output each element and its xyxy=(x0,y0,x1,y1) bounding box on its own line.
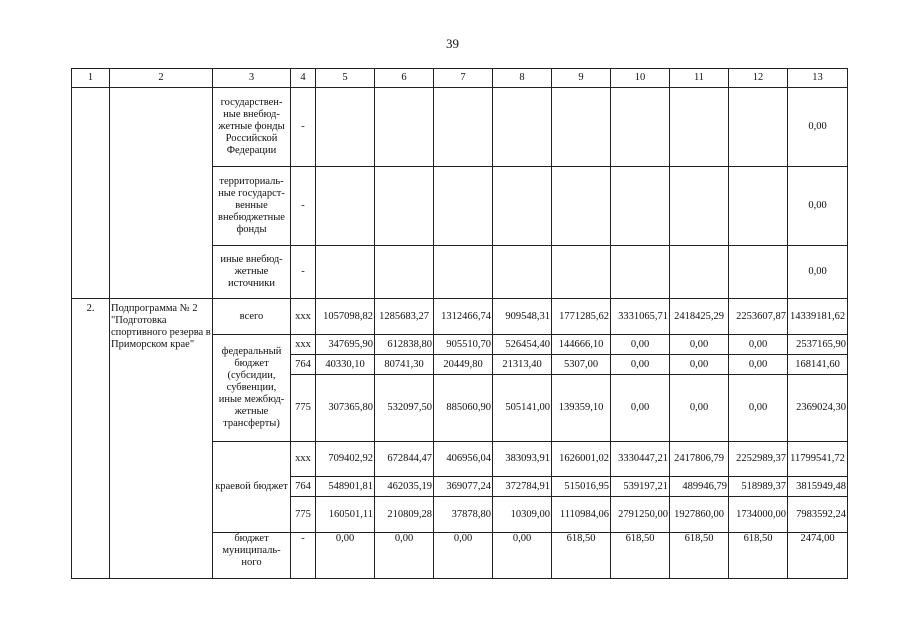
code-cell: - xyxy=(291,246,316,299)
value-cell: 2537165,90 xyxy=(788,335,848,355)
value-cell: 20449,80 xyxy=(434,355,493,375)
row-number: 2. xyxy=(72,299,110,579)
value-cell: 3815949,48 xyxy=(788,477,848,497)
value-cell: 0,00 xyxy=(729,375,788,442)
value-cell: 0,00 xyxy=(670,335,729,355)
value-cell: 0,00 xyxy=(670,375,729,442)
col-header: 12 xyxy=(729,69,788,88)
page-number: 39 xyxy=(446,36,459,51)
code-cell: ххх xyxy=(291,442,316,477)
value-cell: 526454,40 xyxy=(493,335,552,355)
value-cell: 0,00 xyxy=(493,533,552,579)
value-cell: 1771285,62 xyxy=(552,299,611,335)
value-cell: 515016,95 xyxy=(552,477,611,497)
value-cell: 21313,40 xyxy=(493,355,552,375)
col-header: 11 xyxy=(670,69,729,88)
source-label: краевой бюджет xyxy=(213,442,291,533)
value-cell: 3331065,71 xyxy=(611,299,670,335)
col-header: 4 xyxy=(291,69,316,88)
value-cell: 489946,79 xyxy=(670,477,729,497)
col-header: 8 xyxy=(493,69,552,88)
table-row xyxy=(72,88,848,167)
value-cell: 37878,80 xyxy=(434,497,493,533)
value-cell: 14339181,62 xyxy=(788,299,848,335)
source-label: всего xyxy=(213,299,291,335)
value-cell: 505141,00 xyxy=(493,375,552,442)
value-cell: 372784,91 xyxy=(493,477,552,497)
value-cell: 369077,24 xyxy=(434,477,493,497)
value-cell: 0,00 xyxy=(434,533,493,579)
budget-table xyxy=(71,68,848,579)
subprogram-title: Подпрограмма № 2 "Подготовка спортивного резерва в Приморском крае" xyxy=(110,299,213,579)
value-cell: 139359,10 xyxy=(552,375,611,442)
value-cell: 0,00 xyxy=(316,533,375,579)
total-cell: 0,00 xyxy=(788,88,848,167)
value-cell: 160501,11 xyxy=(316,497,375,533)
code-cell: - xyxy=(291,533,316,579)
source-label: территориаль-ные государст-венные внебюджетные фонды xyxy=(213,167,291,246)
source-label: государствен-ные внебюд-жетные фонды Российской Федерации xyxy=(213,88,291,167)
value-cell: 10309,00 xyxy=(493,497,552,533)
value-cell: 0,00 xyxy=(670,355,729,375)
col-header: 9 xyxy=(552,69,611,88)
value-cell: 40330,10 xyxy=(316,355,375,375)
value-cell: 144666,10 xyxy=(552,335,611,355)
value-cell: 0,00 xyxy=(611,355,670,375)
value-cell: 548901,81 xyxy=(316,477,375,497)
code-cell: 775 xyxy=(291,497,316,533)
value-cell: 1927860,00 xyxy=(670,497,729,533)
value-cell: 2369024,30 xyxy=(788,375,848,442)
value-cell: 618,50 xyxy=(729,533,788,579)
value-cell: 709402,92 xyxy=(316,442,375,477)
code-cell: 764 xyxy=(291,477,316,497)
source-label: федеральный бюджет (субсидии, субвенции, иные межбюд-жетные трансферты) xyxy=(213,335,291,442)
value-cell: 909548,31 xyxy=(493,299,552,335)
source-label: бюджет муниципаль-ного xyxy=(213,533,291,579)
value-cell: 80741,30 xyxy=(375,355,434,375)
value-cell: 307365,80 xyxy=(316,375,375,442)
code-cell: - xyxy=(291,167,316,246)
table-row xyxy=(72,299,848,335)
value-cell: 11799541,72 xyxy=(788,442,848,477)
value-cell: 2253607,87 xyxy=(729,299,788,335)
value-cell: 0,00 xyxy=(611,375,670,442)
col-header: 3 xyxy=(213,69,291,88)
value-cell: 0,00 xyxy=(611,335,670,355)
code-cell: ххх xyxy=(291,299,316,335)
value-cell: 2791250,00 xyxy=(611,497,670,533)
value-cell: 7983592,24 xyxy=(788,497,848,533)
value-cell: 518989,37 xyxy=(729,477,788,497)
value-cell: 672844,47 xyxy=(375,442,434,477)
code-cell: 775 xyxy=(291,375,316,442)
value-cell: 210809,28 xyxy=(375,497,434,533)
col-header: 10 xyxy=(611,69,670,88)
value-cell: 462035,19 xyxy=(375,477,434,497)
total-cell: 0,00 xyxy=(788,246,848,299)
empty-cell xyxy=(110,88,213,299)
value-cell: 1312466,74 xyxy=(434,299,493,335)
value-cell: 905510,70 xyxy=(434,335,493,355)
value-cell: 2418425,29 xyxy=(670,299,729,335)
value-cell: 406956,04 xyxy=(434,442,493,477)
empty-cell xyxy=(72,88,110,299)
value-cell: 1057098,82 xyxy=(316,299,375,335)
value-cell: 618,50 xyxy=(611,533,670,579)
value-cell: 2474,00 xyxy=(788,533,848,579)
value-cell: 168141,60 xyxy=(788,355,848,375)
col-header: 2 xyxy=(110,69,213,88)
value-cell: 0,00 xyxy=(729,355,788,375)
value-cell: 3330447,21 xyxy=(611,442,670,477)
value-cell: 0,00 xyxy=(729,335,788,355)
value-cell: 612838,80 xyxy=(375,335,434,355)
code-cell: - xyxy=(291,88,316,167)
col-header: 13 xyxy=(788,69,848,88)
value-cell: 1285683,27 xyxy=(375,299,434,335)
value-cell: 1626001,02 xyxy=(552,442,611,477)
code-cell: ххх xyxy=(291,335,316,355)
col-header: 6 xyxy=(375,69,434,88)
value-cell: 0,00 xyxy=(375,533,434,579)
value-cell: 1734000,00 xyxy=(729,497,788,533)
value-cell: 618,50 xyxy=(670,533,729,579)
source-label: иные внебюд-жетные источники xyxy=(213,246,291,299)
value-cell: 2252989,37 xyxy=(729,442,788,477)
col-header: 1 xyxy=(72,69,110,88)
value-cell: 532097,50 xyxy=(375,375,434,442)
code-cell: 764 xyxy=(291,355,316,375)
total-cell: 0,00 xyxy=(788,167,848,246)
value-cell: 383093,91 xyxy=(493,442,552,477)
col-header: 7 xyxy=(434,69,493,88)
value-cell: 5307,00 xyxy=(552,355,611,375)
header-row xyxy=(72,69,848,88)
value-cell: 618,50 xyxy=(552,533,611,579)
value-cell: 539197,21 xyxy=(611,477,670,497)
col-header: 5 xyxy=(316,69,375,88)
value-cell: 1110984,06 xyxy=(552,497,611,533)
value-cell: 347695,90 xyxy=(316,335,375,355)
value-cell: 2417806,79 xyxy=(670,442,729,477)
value-cell: 885060,90 xyxy=(434,375,493,442)
